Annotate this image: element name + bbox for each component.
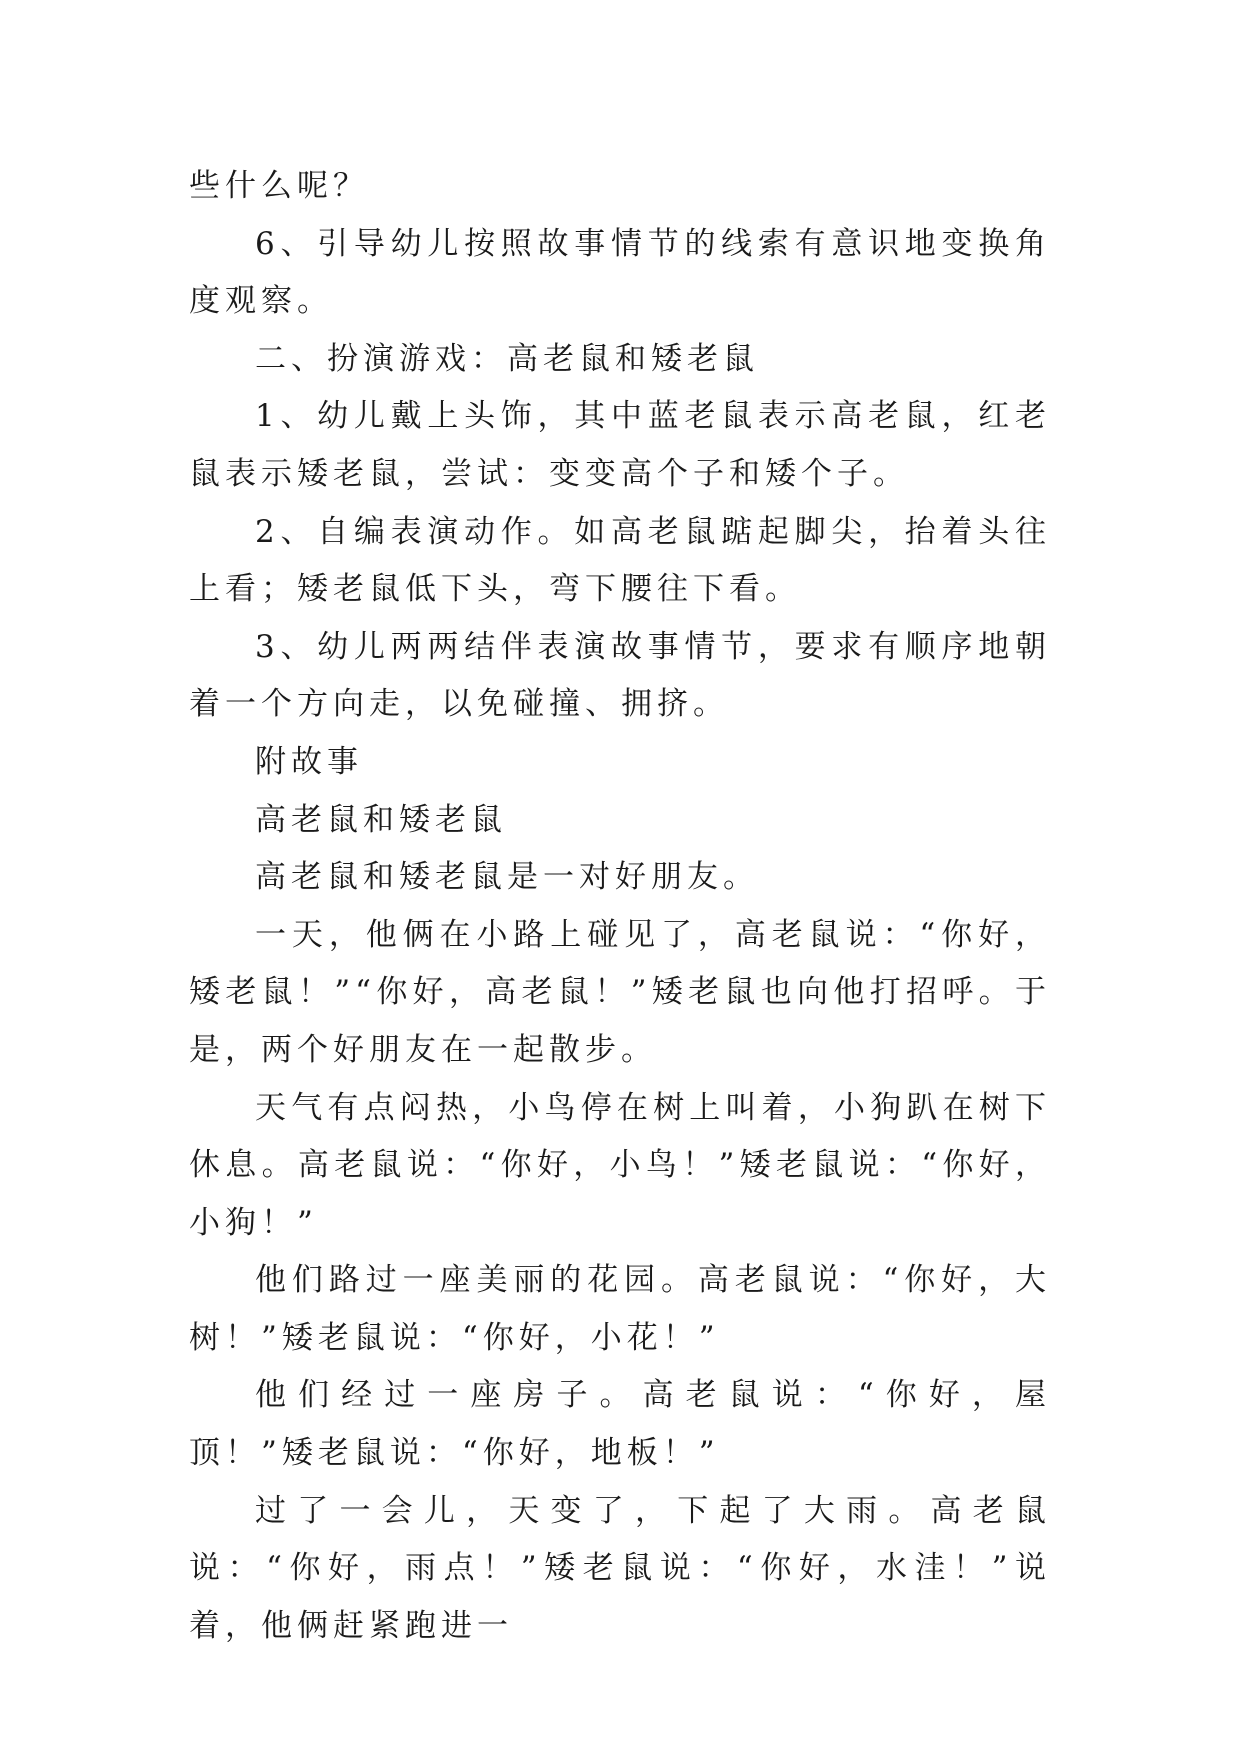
document-body bbox=[189, 158, 1051, 1655]
paragraph: 高老鼠和矮老鼠是一对好朋友。 bbox=[255, 859, 759, 896]
paragraph: 1、幼儿戴上头饰，其中蓝老鼠表示高老鼠，红老鼠表示矮老鼠，尝试：变变高个子和矮个子。 bbox=[189, 398, 1051, 492]
paragraph: 些什么呢？ bbox=[189, 168, 369, 204]
paragraph: 过了一会儿，天变了，下起了大雨。高老鼠说：“你好，雨点！”矮老鼠说：“你好，水洼！”说着，他俩赶紧跑进一 bbox=[189, 1492, 1051, 1644]
paragraph: 一天，他俩在小路上碰见了，高老鼠说：“你好，矮老鼠！”“你好，高老鼠！”矮老鼠也向他打招呼。于是，两个好朋友在一起散步。 bbox=[189, 916, 1051, 1068]
paragraph: 他们经过一座房子。高老鼠说：“你好，屋顶！”矮老鼠说：“你好，地板！” bbox=[189, 1377, 1051, 1472]
paragraph: 3、幼儿两两结伴表演故事情节，要求有顺序地朝着一个方向走，以免碰撞、拥挤。 bbox=[189, 628, 1051, 723]
story-title: 高老鼠和矮老鼠 bbox=[255, 801, 507, 838]
paragraph: 天气有点闷热，小鸟停在树上叫着，小狗趴在树下休息。高老鼠说：“你好，小鸟！”矮老鼠说：“你好，小狗！” bbox=[189, 1089, 1051, 1241]
section-heading: 二、扮演游戏：高老鼠和矮老鼠 bbox=[255, 340, 759, 377]
paragraph: 2、自编表演动作。如高老鼠踮起脚尖，抬着头往上看；矮老鼠低下头，弯下腰往下看。 bbox=[189, 513, 1051, 608]
appendix-label: 附故事 bbox=[255, 743, 363, 780]
paragraph: 他们路过一座美丽的花园。高老鼠说：“你好，大树！”矮老鼠说：“你好，小花！” bbox=[189, 1262, 1051, 1356]
paragraph: 6、引导幼儿按照故事情节的线索有意识地变换角度观察。 bbox=[189, 225, 1051, 320]
